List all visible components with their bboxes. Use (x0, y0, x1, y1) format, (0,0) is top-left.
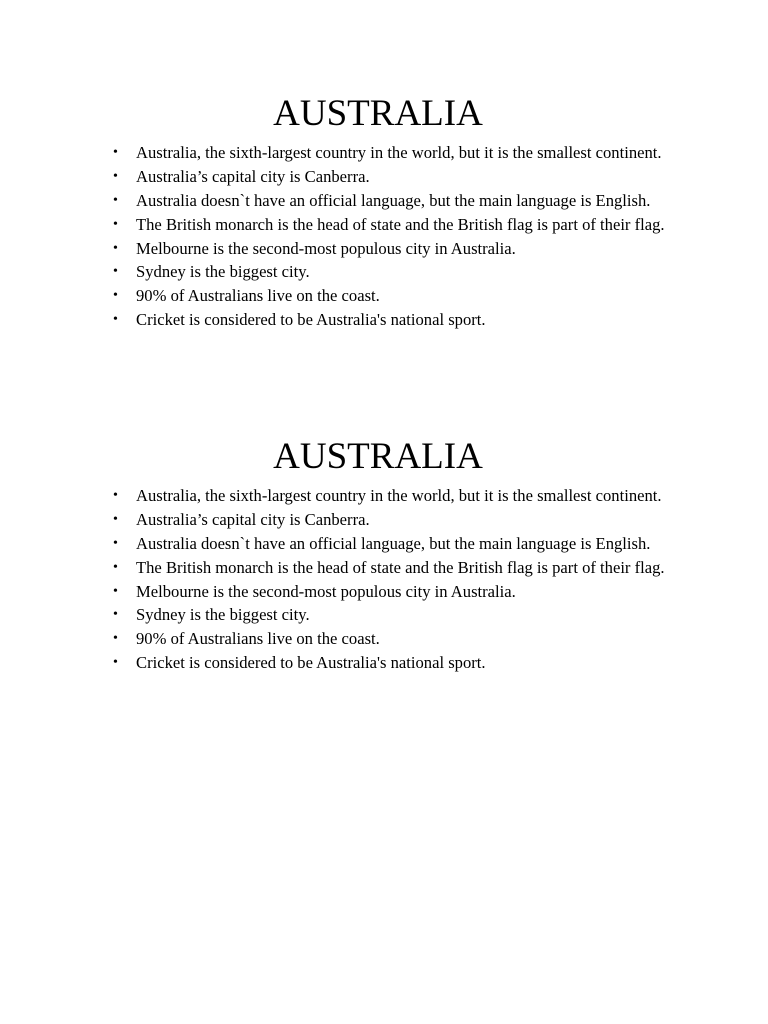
list-item (108, 237, 668, 260)
bullet-icon: • (113, 312, 118, 328)
list-item-text: Cricket is considered to be Australia's national sport. (136, 653, 486, 673)
bullet-icon: • (113, 216, 118, 232)
bullet-icon: • (113, 240, 118, 256)
list-item-text: Australia’s capital city is Canberra. (136, 509, 370, 529)
bullet-icon: • (113, 145, 118, 160)
fact-list (108, 484, 668, 675)
list-item (108, 308, 668, 331)
bullet-icon: • (113, 559, 118, 575)
list-item (108, 213, 668, 236)
bullet-icon: • (113, 288, 118, 304)
bullet-icon: • (113, 631, 118, 647)
list-item-text: Australia’s capital city is Canberra. (136, 166, 370, 186)
list-item-text: Australia doesn`t have an official language, but the main language is English. (136, 190, 651, 210)
list-item-text: Melbourne is the second-most populous city in Australia. (136, 581, 516, 601)
bullet-icon: • (113, 192, 118, 208)
list-item-text: 90% of Australians live on the coast. (136, 286, 380, 306)
bullet-icon: • (113, 535, 118, 551)
list-item (108, 580, 668, 603)
bullet-icon: • (113, 168, 118, 184)
list-item (108, 627, 668, 650)
section-australia-1 (108, 92, 668, 332)
list-item-text: Cricket is considered to be Australia's national sport. (136, 310, 486, 330)
bullet-icon: • (113, 607, 118, 623)
bullet-icon: • (113, 583, 118, 599)
fact-list (108, 141, 668, 332)
list-item (108, 651, 668, 674)
list-item (108, 603, 668, 626)
list-item (108, 189, 668, 212)
list-item-text: The British monarch is the head of state and the British flag is part of their flag. (136, 557, 665, 577)
list-item (108, 508, 668, 531)
bullet-icon: • (113, 264, 118, 280)
list-item-text: Australia, the sixth-largest country in the world, but it is the smallest continent. (136, 143, 662, 162)
bullet-icon: • (113, 488, 118, 503)
list-item-text: Australia, the sixth-largest country in the world, but it is the smallest continent. (136, 486, 662, 505)
list-item (108, 284, 668, 307)
bullet-icon: • (113, 655, 118, 671)
list-item (108, 260, 668, 283)
list-item-text: Sydney is the biggest city. (136, 262, 310, 282)
list-item-text: 90% of Australians live on the coast. (136, 629, 380, 649)
section-australia-2 (108, 435, 668, 675)
list-item-text: Sydney is the biggest city. (136, 605, 310, 625)
list-item (108, 484, 668, 507)
bullet-icon: • (113, 511, 118, 527)
section-title: AUSTRALIA (273, 436, 483, 477)
list-item (108, 141, 668, 164)
list-item (108, 556, 668, 579)
list-item-text: The British monarch is the head of state and the British flag is part of their flag. (136, 214, 665, 234)
list-item (108, 532, 668, 555)
section-title: AUSTRALIA (273, 93, 483, 134)
list-item-text: Australia doesn`t have an official language, but the main language is English. (136, 533, 651, 553)
list-item-text: Melbourne is the second-most populous city in Australia. (136, 238, 516, 258)
list-item (108, 165, 668, 188)
